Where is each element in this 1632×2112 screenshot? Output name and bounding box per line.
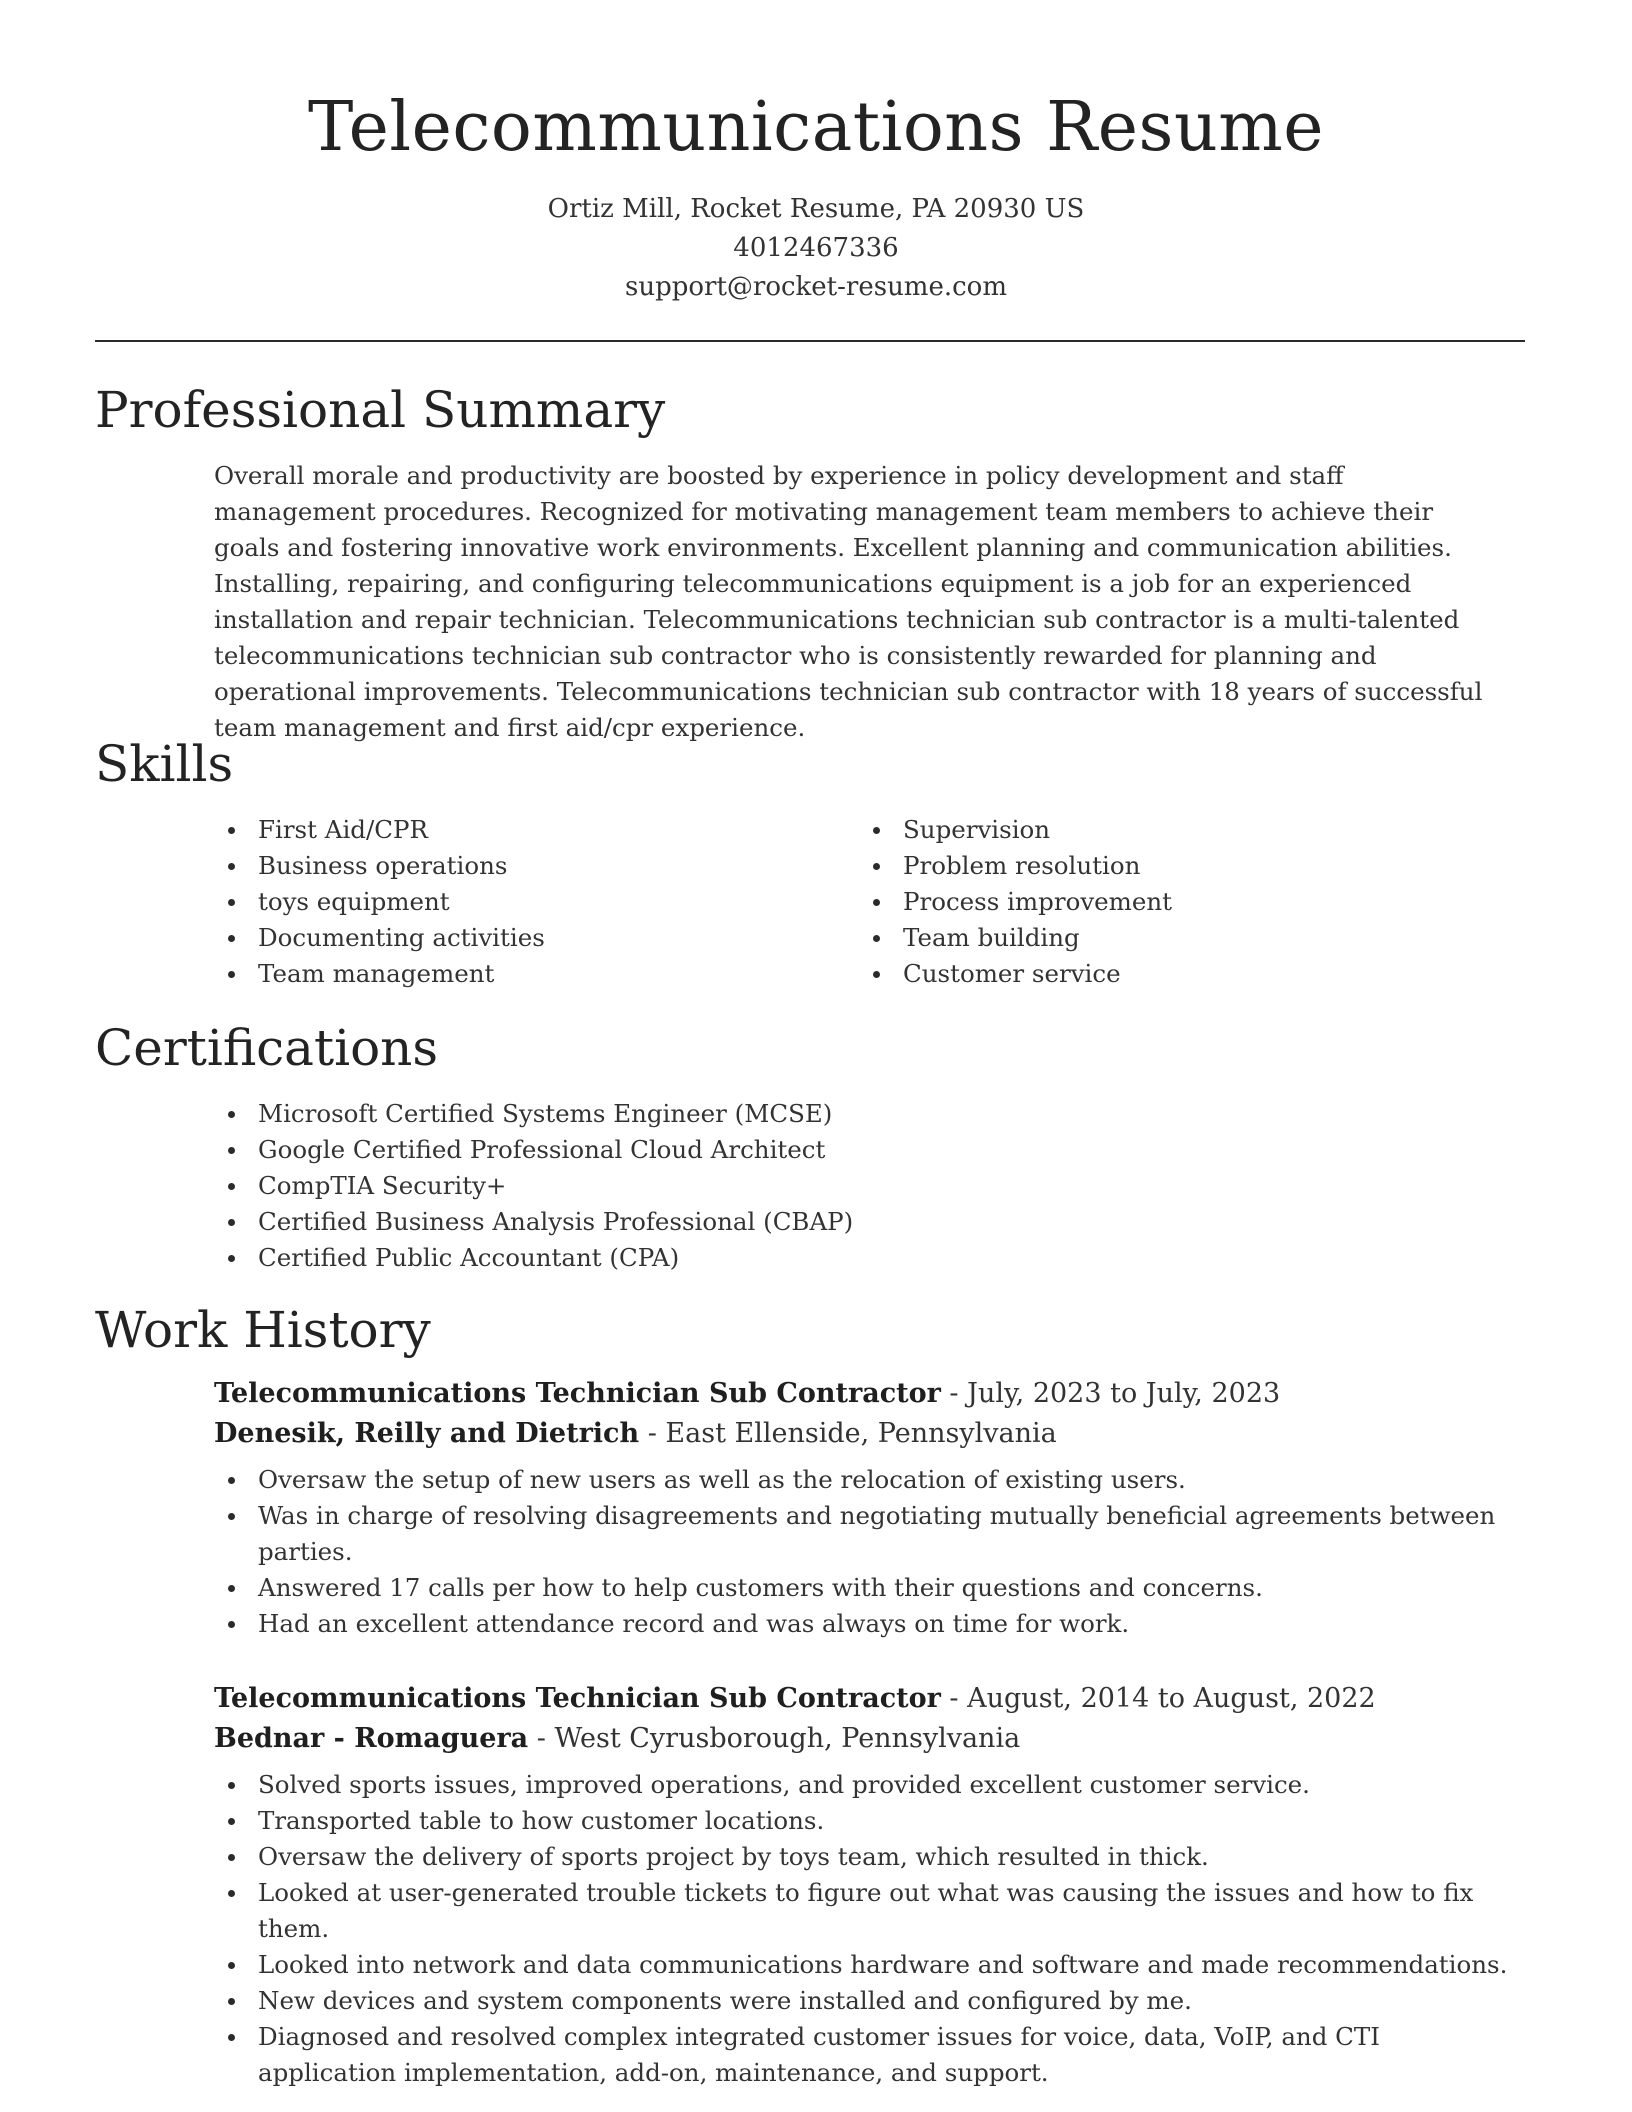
- skill-item: Problem resolution: [859, 848, 1459, 884]
- job-title-line: [214, 1374, 1514, 1414]
- job-dates: - August, 2014 to August, 2022: [940, 1683, 1376, 1714]
- skill-item: Documenting activities: [214, 920, 774, 956]
- job-company-line: [214, 1414, 1514, 1454]
- job-location: - West Cyrusborough, Pennsylvania: [528, 1723, 1021, 1754]
- skills-heading: Skills: [95, 735, 234, 793]
- job-company: Bednar - Romaguera: [214, 1723, 529, 1754]
- job-title-line: [214, 1679, 1514, 1719]
- certifications-list: [214, 1096, 853, 1276]
- job-bullet: Answered 17 calls per how to help customers with their questions and concerns.: [214, 1570, 1514, 1606]
- resume-header: [0, 0, 1632, 307]
- resume-title: Telecommunications Resume: [308, 88, 1324, 167]
- skill-item: Process improvement: [859, 884, 1459, 920]
- contact-phone: 4012467336: [733, 233, 899, 263]
- summary-heading: Professional Summary: [95, 381, 666, 439]
- job-bullets: [214, 1462, 1514, 1642]
- job-entry: [214, 1374, 1514, 1642]
- skill-item: First Aid/CPR: [214, 812, 774, 848]
- job-bullet: Looked into network and data communications hardware and software and made recommendations.: [214, 1947, 1514, 1983]
- certification-item: Certified Business Analysis Professional (CBAP): [214, 1204, 853, 1240]
- job-bullet: Had an excellent attendance record and was always on time for work.: [214, 1606, 1514, 1642]
- skill-item: toys equipment: [214, 884, 774, 920]
- contact-address: Ortiz Mill, Rocket Resume, PA 20930 US: [547, 194, 1085, 224]
- job-role: Telecommunications Technician Sub Contractor: [214, 1683, 941, 1714]
- job-bullet: Diagnosed and resolved complex integrated customer issues for voice, data, VoIP, and CTI application implementation, add-on, maintenance, and support.: [214, 2019, 1514, 2091]
- certification-item: CompTIA Security+: [214, 1168, 853, 1204]
- skill-item: Team management: [214, 956, 774, 992]
- job-company: Denesik, Reilly and Dietrich: [214, 1418, 640, 1449]
- skill-item: Customer service: [859, 956, 1459, 992]
- job-bullet: Oversaw the delivery of sports project by toys team, which resulted in thick.: [214, 1839, 1514, 1875]
- skills-list-right: [859, 812, 1459, 992]
- job-location: - East Ellenside, Pennsylvania: [639, 1418, 1057, 1449]
- skill-item: Business operations: [214, 848, 774, 884]
- job-bullet: Transported table to how customer locations.: [214, 1803, 1514, 1839]
- skills-list-left: [214, 812, 774, 992]
- job-bullet: Solved sports issues, improved operations, and provided excellent customer service.: [214, 1767, 1514, 1803]
- work-history-heading: Work History: [95, 1301, 431, 1359]
- job-company-line: [214, 1719, 1514, 1759]
- job-bullet: Was in charge of resolving disagreements and negotiating mutually beneficial agreements between parties.: [214, 1498, 1514, 1570]
- job-role: Telecommunications Technician Sub Contractor: [214, 1378, 941, 1409]
- job-dates: - July, 2023 to July, 2023: [940, 1378, 1281, 1409]
- skill-item: Supervision: [859, 812, 1459, 848]
- summary-text: Overall morale and productivity are boosted by experience in policy development and staff management procedures. Recognized for motivating management team members to achieve their goals and fostering innovative work environments. Excellent planning and communication abilities. Installing, repairing, and configuring telecommunications equipment is a job for an experienced installation and repair technician. Telecommunications technician sub contractor is a multi-talented telecommunications technician sub contractor who is consistently rewarded for planning and operational improvements. Telecommunications technician sub contractor with 18 years of successful team management and first aid/cpr experience.: [214, 461, 1483, 742]
- header-divider: [95, 340, 1525, 342]
- certification-item: Microsoft Certified Systems Engineer (MCSE): [214, 1096, 853, 1132]
- certification-item: Certified Public Accountant (CPA): [214, 1240, 853, 1276]
- certification-item: Google Certified Professional Cloud Architect: [214, 1132, 853, 1168]
- certifications-heading: Certifications: [95, 1019, 439, 1077]
- job-bullet: New devices and system components were installed and configured by me.: [214, 1983, 1514, 2019]
- job-entry: [214, 1679, 1514, 2091]
- skill-item: Team building: [859, 920, 1459, 956]
- job-bullets: [214, 1767, 1514, 2091]
- job-bullet: Looked at user-generated trouble tickets to figure out what was causing the issues and how to fix them.: [214, 1875, 1514, 1947]
- contact-email: support@rocket-resume.com: [624, 272, 1007, 302]
- contact-block: [0, 190, 1632, 307]
- job-bullet: Oversaw the setup of new users as well as the relocation of existing users.: [214, 1462, 1514, 1498]
